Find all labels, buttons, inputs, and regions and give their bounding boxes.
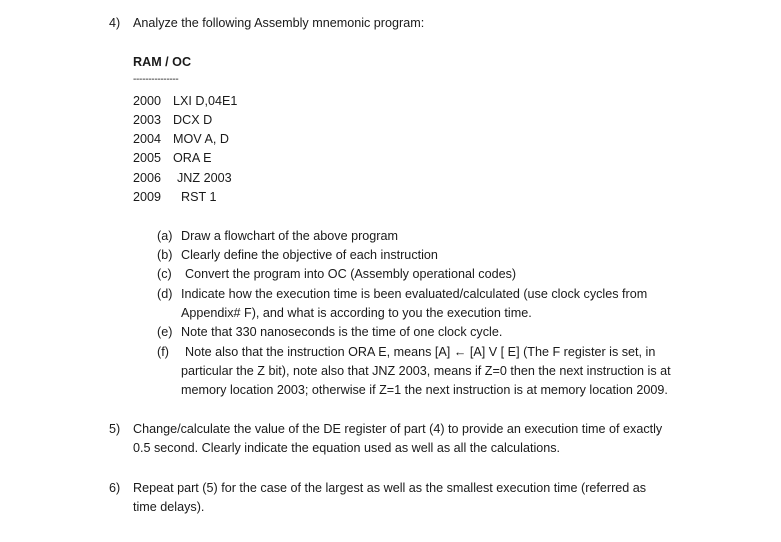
item-text: Note that 330 nanoseconds is the time of one clock cycle.	[181, 325, 503, 339]
item-label: (e)	[157, 325, 173, 339]
item-label: (f)	[157, 345, 169, 359]
program-address: 2004	[133, 132, 162, 146]
program-address: 2006	[133, 171, 162, 185]
q6-text: time delays).	[133, 500, 205, 514]
program-instruction: DCX D	[173, 113, 213, 127]
item-text: Appendix# F), and what is according to you the execution time.	[181, 306, 532, 320]
item-label: (a)	[157, 229, 173, 243]
program-instruction: ORA E	[173, 151, 212, 165]
item-text: Draw a flowchart of the above program	[181, 229, 398, 243]
q4-number: 4)	[109, 16, 121, 30]
program-instruction: RST 1	[181, 190, 217, 204]
program-address: 2009	[133, 190, 162, 204]
program-instruction: LXI D,04E1	[173, 94, 238, 108]
item-text: Convert the program into OC (Assembly operational codes)	[185, 267, 517, 281]
q5-text: Change/calculate the value of the DE register of part (4) to provide an execution time of exactly	[133, 422, 663, 436]
program-instruction: JNZ 2003	[177, 171, 232, 185]
item-text: memory location 2003; otherwise if Z=1 the next instruction is at memory location 2009.	[181, 383, 668, 397]
item-label: (b)	[157, 248, 173, 262]
item-label: (d)	[157, 287, 173, 301]
q5-number: 5)	[109, 422, 121, 436]
item-text: Indicate how the execution time is been evaluated/calculated (use clock cycles from	[181, 287, 648, 301]
item-text: Clearly define the objective of each instruction	[181, 248, 438, 262]
item-text: Note also that the instruction ORA E, means [A] ← [A] V [ E] (The F register is set, in	[185, 345, 656, 359]
q4-prompt: Analyze the following Assembly mnemonic program:	[133, 16, 425, 30]
program-instruction: MOV A, D	[173, 132, 229, 146]
program-divider: ---------------	[133, 74, 179, 85]
q5-text: 0.5 second. Clearly indicate the equation used as well as all the calculations.	[133, 441, 561, 455]
program-address: 2000	[133, 94, 162, 108]
program-address: 2003	[133, 113, 162, 127]
item-label: (c)	[157, 267, 172, 281]
q6-text: Repeat part (5) for the case of the largest as well as the smallest execution time (referred as	[133, 481, 647, 495]
program-address: 2005	[133, 151, 162, 165]
item-text: particular the Z bit), note also that JNZ 2003, means if Z=0 then the next instruction is at	[181, 364, 671, 378]
q6-number: 6)	[109, 481, 121, 495]
program-header: RAM / OC	[133, 55, 192, 69]
